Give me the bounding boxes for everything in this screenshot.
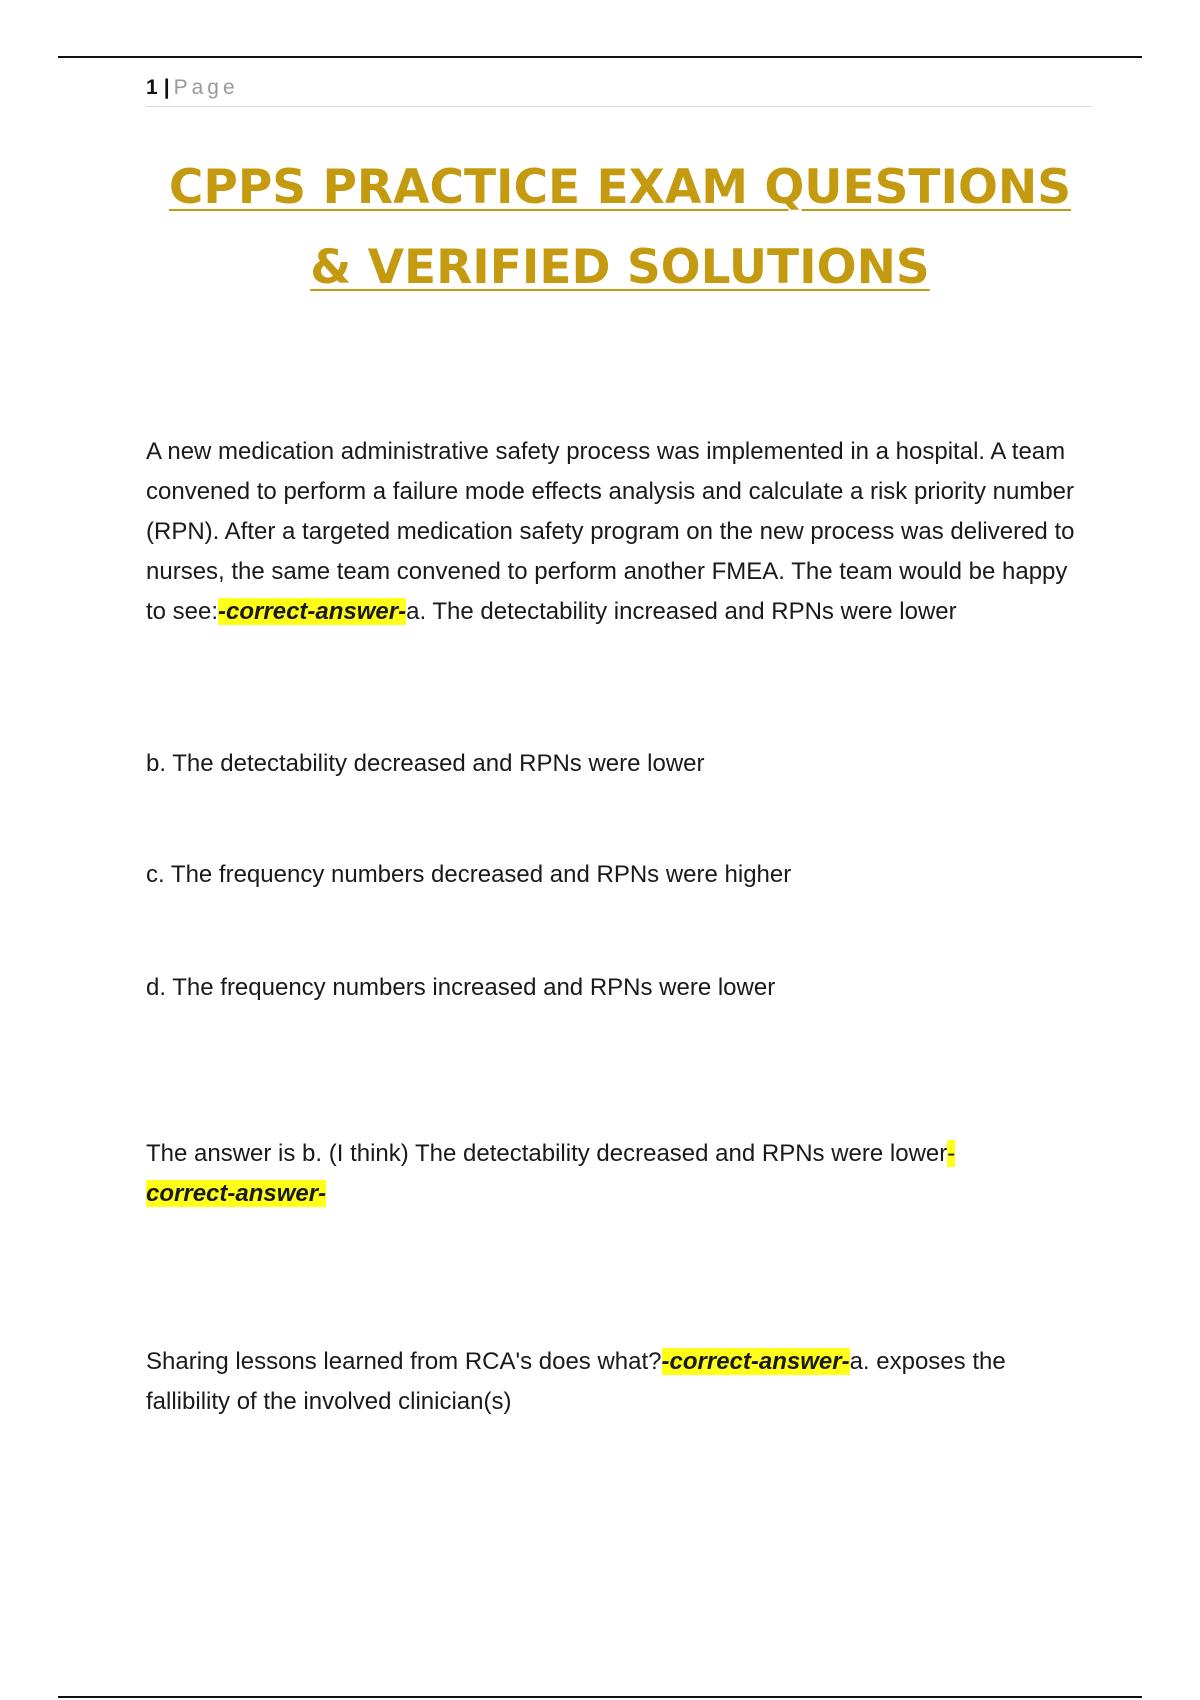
- option-d: d. The frequency numbers increased and RPNs were lower: [146, 974, 776, 1001]
- correct-answer-marker: -correct-answer-: [661, 1348, 850, 1375]
- correct-answer-marker: correct-answer-: [146, 1180, 327, 1207]
- correct-answer-dash: -: [947, 1140, 956, 1167]
- page-label: Page: [173, 76, 239, 99]
- question-1-stem: A new medication administrative safety process was implemented in a hospital. A team convened to perform a failure mode effects analysis and calculate a risk priority number (RPN). After a targeted medication safety program on the new process was delivered to nurses, the same team convened to perform another FMEA. The team would be happy to see:: [146, 438, 1075, 625]
- document-title: [100, 148, 1140, 308]
- page-header: [146, 74, 1092, 107]
- option-c: c. The frequency numbers decreased and RPNs were higher: [146, 861, 792, 888]
- question-3-answer: a. exposes the fallibility of the involved clinician(s): [146, 1348, 1006, 1415]
- question-2: [146, 1134, 1086, 1214]
- correct-answer-marker: -correct-answer-: [218, 598, 407, 625]
- page-number: 1: [146, 76, 158, 99]
- question-3-stem: Sharing lessons learned from RCA's does what?: [146, 1348, 662, 1375]
- question-1: [146, 432, 1086, 632]
- question-1-answer: a. The detectability increased and RPNs were lower: [406, 598, 957, 625]
- question-3: [146, 1342, 1086, 1422]
- bottom-rule: [58, 1696, 1142, 1698]
- question-2-stem: The answer is b. (I think) The detectability decreased and RPNs were lower: [146, 1140, 948, 1167]
- page-separator: |: [163, 76, 170, 99]
- title-line-1: CPPS PRACTICE EXAM QUESTIONS: [168, 160, 1072, 215]
- option-b: b. The detectability decreased and RPNs were lower: [146, 750, 705, 777]
- top-rule: [58, 56, 1142, 58]
- title-line-2: & VERIFIED SOLUTIONS: [310, 240, 930, 295]
